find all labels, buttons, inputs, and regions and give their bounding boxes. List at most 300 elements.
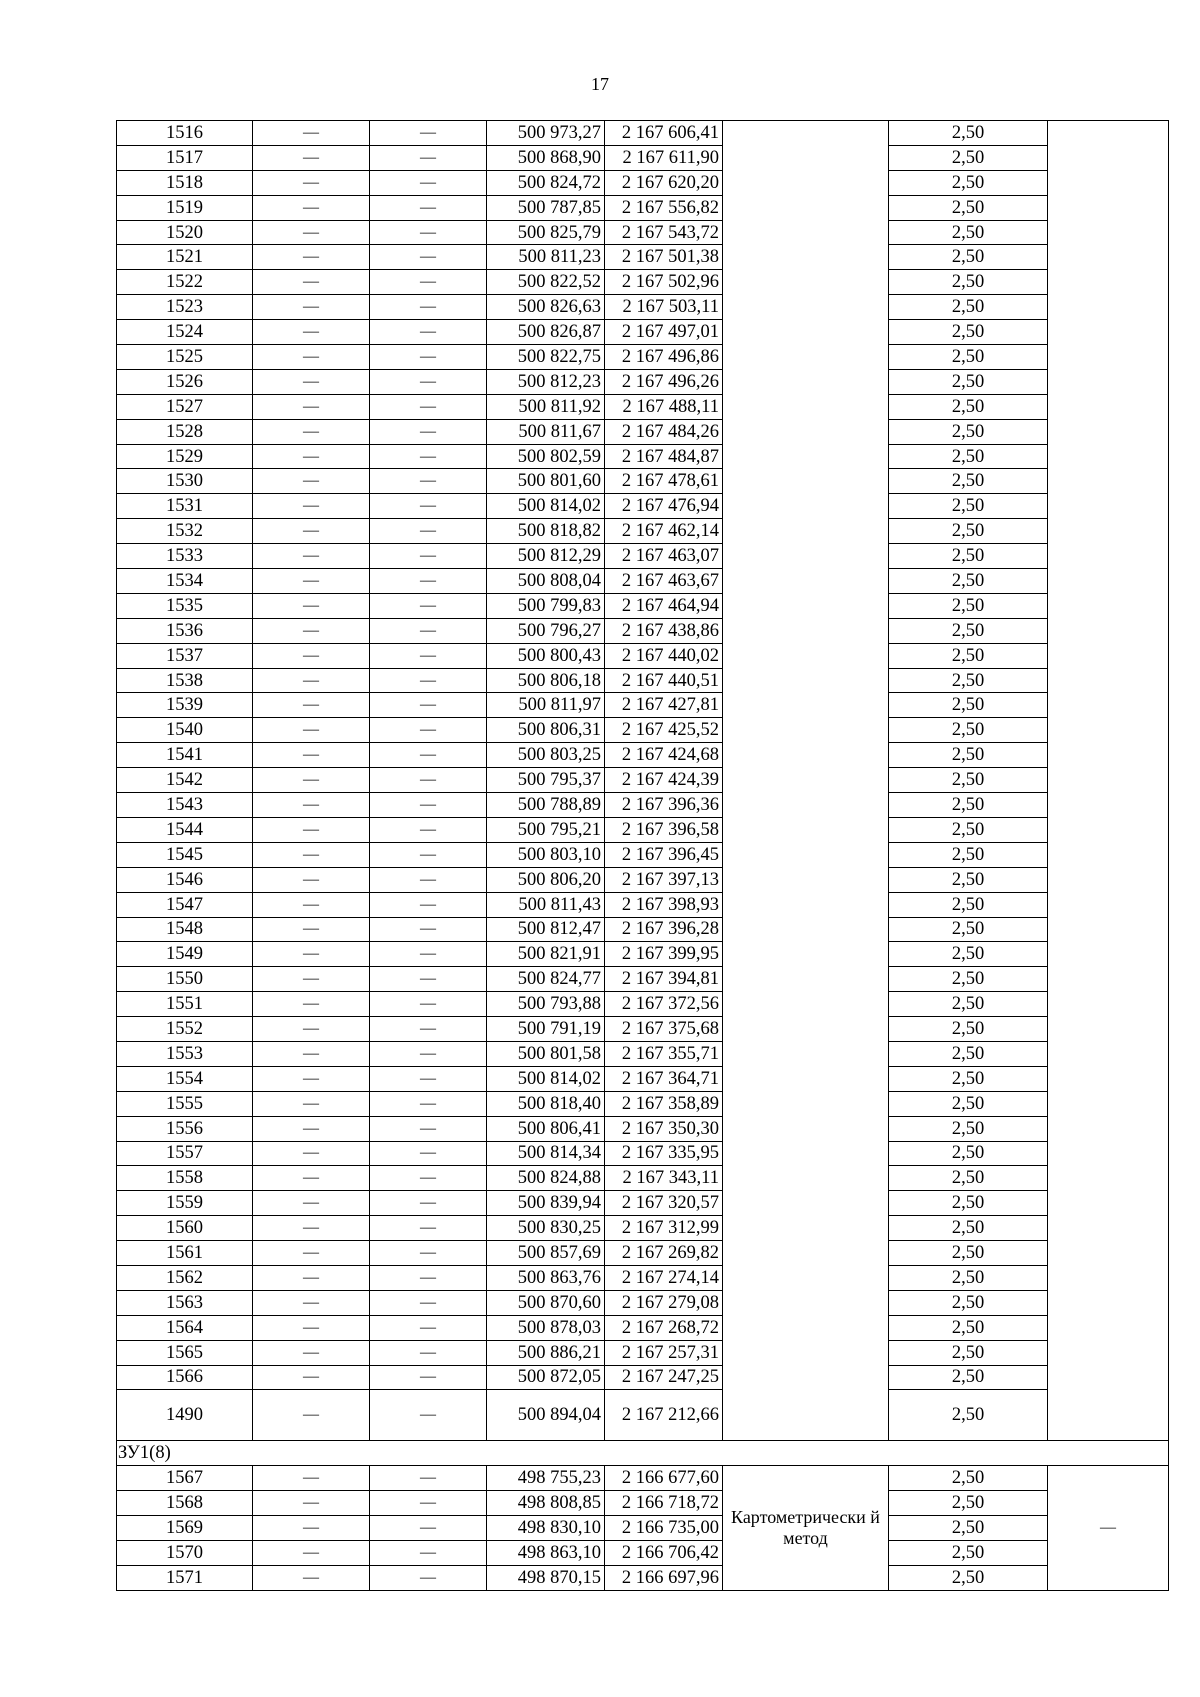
point-number-cell: 1544 — [117, 817, 253, 842]
point-number-cell: 1552 — [117, 1017, 253, 1042]
old-y-cell: — — [370, 170, 487, 195]
new-y-cell: 2 167 440,02 — [605, 643, 723, 668]
table-row — [117, 1017, 1169, 1042]
new-y-cell: 2 167 497,01 — [605, 320, 723, 345]
old-y-cell: — — [370, 1191, 487, 1216]
old-x-cell: — — [253, 1541, 370, 1566]
new-x-cell: 500 803,10 — [487, 842, 605, 867]
new-y-cell: 2 167 398,93 — [605, 892, 723, 917]
accuracy-cell: 2,50 — [889, 768, 1048, 793]
old-y-cell: — — [370, 892, 487, 917]
new-x-cell: 500 791,19 — [487, 1017, 605, 1042]
accuracy-cell: 2,50 — [889, 1166, 1048, 1191]
table-row — [117, 1466, 1169, 1491]
table-row — [117, 320, 1169, 345]
coordinates-table — [116, 120, 1169, 1591]
old-y-cell: — — [370, 1516, 487, 1541]
new-y-cell: 2 167 355,71 — [605, 1041, 723, 1066]
new-y-cell: 2 167 462,14 — [605, 519, 723, 544]
new-y-cell: 2 167 268,72 — [605, 1315, 723, 1340]
new-y-cell: 2 167 247,25 — [605, 1365, 723, 1390]
table-row — [117, 1290, 1169, 1315]
old-x-cell: — — [253, 1166, 370, 1191]
new-x-cell: 500 826,63 — [487, 295, 605, 320]
new-y-cell: 2 167 269,82 — [605, 1241, 723, 1266]
point-number-cell: 1554 — [117, 1066, 253, 1091]
new-y-cell: 2 167 364,71 — [605, 1066, 723, 1091]
accuracy-cell: 2,50 — [889, 1516, 1048, 1541]
old-x-cell: — — [253, 419, 370, 444]
accuracy-cell: 2,50 — [889, 917, 1048, 942]
accuracy-cell: 2,50 — [889, 1290, 1048, 1315]
new-y-cell: 2 167 375,68 — [605, 1017, 723, 1042]
old-y-cell: — — [370, 220, 487, 245]
new-x-cell: 500 806,41 — [487, 1116, 605, 1141]
accuracy-cell: 2,50 — [889, 1365, 1048, 1390]
new-x-cell: 500 802,59 — [487, 444, 605, 469]
old-y-cell: — — [370, 270, 487, 295]
new-y-cell: 2 167 556,82 — [605, 195, 723, 220]
table-row — [117, 743, 1169, 768]
new-x-cell: 500 824,88 — [487, 1166, 605, 1191]
new-x-cell: 500 830,25 — [487, 1216, 605, 1241]
point-number-cell: 1549 — [117, 942, 253, 967]
old-x-cell: — — [253, 892, 370, 917]
new-x-cell: 500 787,85 — [487, 195, 605, 220]
old-y-cell: — — [370, 295, 487, 320]
new-y-cell: 2 167 394,81 — [605, 967, 723, 992]
accuracy-cell: 2,50 — [889, 345, 1048, 370]
new-x-cell: 500 814,02 — [487, 1066, 605, 1091]
new-y-cell: 2 166 718,72 — [605, 1491, 723, 1516]
method-cell — [723, 121, 889, 1441]
point-number-cell: 1537 — [117, 643, 253, 668]
accuracy-cell: 2,50 — [889, 1017, 1048, 1042]
table-body-block-a — [117, 121, 1169, 1441]
table-row — [117, 245, 1169, 270]
new-y-cell: 2 167 350,30 — [605, 1116, 723, 1141]
table-row — [117, 967, 1169, 992]
old-x-cell: — — [253, 1041, 370, 1066]
new-x-cell: 500 818,40 — [487, 1091, 605, 1116]
new-y-cell: 2 167 397,13 — [605, 867, 723, 892]
new-x-cell: 500 795,37 — [487, 768, 605, 793]
table-row — [117, 1241, 1169, 1266]
old-x-cell: — — [253, 494, 370, 519]
old-y-cell: — — [370, 569, 487, 594]
table-row — [117, 942, 1169, 967]
accuracy-cell: 2,50 — [889, 1265, 1048, 1290]
new-x-cell: 500 894,04 — [487, 1390, 605, 1441]
point-number-cell: 1520 — [117, 220, 253, 245]
accuracy-cell: 2,50 — [889, 145, 1048, 170]
old-y-cell: — — [370, 793, 487, 818]
table-row — [117, 1166, 1169, 1191]
point-number-cell: 1556 — [117, 1116, 253, 1141]
table-row — [117, 643, 1169, 668]
point-number-cell: 1532 — [117, 519, 253, 544]
table-row — [117, 1265, 1169, 1290]
accuracy-cell: 2,50 — [889, 469, 1048, 494]
new-x-cell: 500 857,69 — [487, 1241, 605, 1266]
old-x-cell: — — [253, 1290, 370, 1315]
old-y-cell: — — [370, 1091, 487, 1116]
old-y-cell: — — [370, 469, 487, 494]
old-y-cell: — — [370, 245, 487, 270]
accuracy-cell: 2,50 — [889, 892, 1048, 917]
old-x-cell: — — [253, 195, 370, 220]
accuracy-cell: 2,50 — [889, 1241, 1048, 1266]
table-row — [117, 1365, 1169, 1390]
new-x-cell: 500 811,23 — [487, 245, 605, 270]
old-x-cell: — — [253, 1340, 370, 1365]
new-x-cell: 500 799,83 — [487, 593, 605, 618]
point-number-cell: 1523 — [117, 295, 253, 320]
new-y-cell: 2 167 496,86 — [605, 345, 723, 370]
accuracy-cell: 2,50 — [889, 419, 1048, 444]
old-y-cell: — — [370, 1491, 487, 1516]
new-x-cell: 498 755,23 — [487, 1466, 605, 1491]
accuracy-cell: 2,50 — [889, 320, 1048, 345]
old-x-cell: — — [253, 1315, 370, 1340]
old-x-cell: — — [253, 718, 370, 743]
point-number-cell: 1570 — [117, 1541, 253, 1566]
accuracy-cell: 2,50 — [889, 867, 1048, 892]
new-x-cell: 500 803,25 — [487, 743, 605, 768]
table-row — [117, 618, 1169, 643]
point-number-cell: 1528 — [117, 419, 253, 444]
new-y-cell: 2 166 697,96 — [605, 1565, 723, 1590]
old-x-cell: — — [253, 170, 370, 195]
accuracy-cell: 2,50 — [889, 195, 1048, 220]
table-row — [117, 1066, 1169, 1091]
table-row — [117, 544, 1169, 569]
table-row — [117, 494, 1169, 519]
table-row — [117, 1191, 1169, 1216]
accuracy-cell: 2,50 — [889, 1340, 1048, 1365]
accuracy-cell: 2,50 — [889, 1041, 1048, 1066]
point-number-cell: 1566 — [117, 1365, 253, 1390]
new-x-cell: 500 793,88 — [487, 992, 605, 1017]
old-x-cell: — — [253, 1116, 370, 1141]
old-x-cell: — — [253, 1241, 370, 1266]
point-number-cell: 1490 — [117, 1390, 253, 1441]
accuracy-cell: 2,50 — [889, 519, 1048, 544]
old-y-cell: — — [370, 320, 487, 345]
old-y-cell: — — [370, 121, 487, 146]
new-y-cell: 2 167 606,41 — [605, 121, 723, 146]
old-x-cell: — — [253, 867, 370, 892]
old-x-cell: — — [253, 270, 370, 295]
new-x-cell: 500 812,23 — [487, 369, 605, 394]
point-number-cell: 1529 — [117, 444, 253, 469]
point-number-cell: 1560 — [117, 1216, 253, 1241]
new-x-cell: 500 788,89 — [487, 793, 605, 818]
point-number-cell: 1516 — [117, 121, 253, 146]
old-x-cell: — — [253, 817, 370, 842]
point-number-cell: 1538 — [117, 668, 253, 693]
accuracy-cell: 2,50 — [889, 1565, 1048, 1590]
new-x-cell: 500 872,05 — [487, 1365, 605, 1390]
old-x-cell: — — [253, 121, 370, 146]
new-y-cell: 2 167 396,45 — [605, 842, 723, 867]
point-number-cell: 1542 — [117, 768, 253, 793]
accuracy-cell: 2,50 — [889, 743, 1048, 768]
old-x-cell: — — [253, 295, 370, 320]
new-y-cell: 2 167 484,26 — [605, 419, 723, 444]
new-x-cell: 500 811,67 — [487, 419, 605, 444]
accuracy-cell: 2,50 — [889, 693, 1048, 718]
old-y-cell: — — [370, 1265, 487, 1290]
accuracy-cell: 2,50 — [889, 1315, 1048, 1340]
table-row — [117, 1565, 1169, 1590]
point-number-cell: 1524 — [117, 320, 253, 345]
page-number: 17 — [591, 74, 609, 94]
point-number-cell: 1522 — [117, 270, 253, 295]
old-y-cell: — — [370, 1116, 487, 1141]
old-y-cell: — — [370, 1041, 487, 1066]
accuracy-cell: 2,50 — [889, 170, 1048, 195]
point-number-cell: 1543 — [117, 793, 253, 818]
table-row — [117, 270, 1169, 295]
table-row — [117, 917, 1169, 942]
new-x-cell: 500 818,82 — [487, 519, 605, 544]
new-y-cell: 2 167 372,56 — [605, 992, 723, 1017]
old-x-cell: — — [253, 394, 370, 419]
new-x-cell: 500 808,04 — [487, 569, 605, 594]
new-y-cell: 2 167 343,11 — [605, 1166, 723, 1191]
new-x-cell: 500 814,02 — [487, 494, 605, 519]
old-x-cell: — — [253, 693, 370, 718]
point-number-cell: 1521 — [117, 245, 253, 270]
new-x-cell: 500 868,90 — [487, 145, 605, 170]
old-y-cell: — — [370, 1166, 487, 1191]
new-x-cell: 500 870,60 — [487, 1290, 605, 1315]
new-x-cell: 500 811,43 — [487, 892, 605, 917]
new-y-cell: 2 167 476,94 — [605, 494, 723, 519]
old-y-cell: — — [370, 992, 487, 1017]
table-row — [117, 394, 1169, 419]
accuracy-cell: 2,50 — [889, 295, 1048, 320]
method-cell: Картометрически й метод — [723, 1466, 889, 1590]
old-x-cell: — — [253, 1265, 370, 1290]
table-row — [117, 793, 1169, 818]
table-body-block-b — [117, 1441, 1169, 1590]
table-row — [117, 1091, 1169, 1116]
old-x-cell: — — [253, 1191, 370, 1216]
table-row — [117, 1116, 1169, 1141]
new-y-cell: 2 167 358,89 — [605, 1091, 723, 1116]
new-y-cell: 2 167 620,20 — [605, 170, 723, 195]
old-x-cell: — — [253, 793, 370, 818]
old-y-cell: — — [370, 593, 487, 618]
new-y-cell: 2 167 424,39 — [605, 768, 723, 793]
old-y-cell: — — [370, 1066, 487, 1091]
old-x-cell: — — [253, 643, 370, 668]
new-x-cell: 500 822,75 — [487, 345, 605, 370]
new-x-cell: 500 801,58 — [487, 1041, 605, 1066]
old-y-cell: — — [370, 1216, 487, 1241]
point-number-cell: 1561 — [117, 1241, 253, 1266]
old-y-cell: — — [370, 718, 487, 743]
accuracy-cell: 2,50 — [889, 444, 1048, 469]
table-row — [117, 145, 1169, 170]
point-number-cell: 1553 — [117, 1041, 253, 1066]
table-row — [117, 817, 1169, 842]
point-number-cell: 1534 — [117, 569, 253, 594]
new-x-cell: 500 863,76 — [487, 1265, 605, 1290]
table-row — [117, 1216, 1169, 1241]
new-x-cell: 500 824,72 — [487, 170, 605, 195]
table-row — [117, 195, 1169, 220]
accuracy-cell: 2,50 — [889, 494, 1048, 519]
point-number-cell: 1559 — [117, 1191, 253, 1216]
new-y-cell: 2 167 279,08 — [605, 1290, 723, 1315]
accuracy-cell: 2,50 — [889, 817, 1048, 842]
old-y-cell: — — [370, 394, 487, 419]
old-x-cell: — — [253, 569, 370, 594]
accuracy-cell: 2,50 — [889, 793, 1048, 818]
old-x-cell: — — [253, 1365, 370, 1390]
accuracy-cell: 2,50 — [889, 1541, 1048, 1566]
old-y-cell: — — [370, 967, 487, 992]
table-row — [117, 295, 1169, 320]
table-row — [117, 469, 1169, 494]
table-row — [117, 569, 1169, 594]
old-y-cell: — — [370, 1541, 487, 1566]
point-number-cell: 1541 — [117, 743, 253, 768]
table-row — [117, 693, 1169, 718]
note-cell — [1048, 121, 1169, 1441]
table-row — [117, 220, 1169, 245]
old-x-cell: — — [253, 369, 370, 394]
point-number-cell: 1550 — [117, 967, 253, 992]
point-number-cell: 1533 — [117, 544, 253, 569]
new-x-cell: 500 826,87 — [487, 320, 605, 345]
table-row — [117, 345, 1169, 370]
old-y-cell: — — [370, 544, 487, 569]
table-row — [117, 1315, 1169, 1340]
new-x-cell: 498 808,85 — [487, 1491, 605, 1516]
accuracy-cell: 2,50 — [889, 1191, 1048, 1216]
new-x-cell: 500 806,18 — [487, 668, 605, 693]
new-x-cell: 498 863,10 — [487, 1541, 605, 1566]
old-x-cell: — — [253, 1466, 370, 1491]
old-x-cell: — — [253, 1491, 370, 1516]
old-x-cell: — — [253, 743, 370, 768]
table-row — [117, 593, 1169, 618]
new-x-cell: 500 839,94 — [487, 1191, 605, 1216]
new-y-cell: 2 167 501,38 — [605, 245, 723, 270]
old-y-cell: — — [370, 1365, 487, 1390]
new-x-cell: 500 811,92 — [487, 394, 605, 419]
new-y-cell: 2 166 677,60 — [605, 1466, 723, 1491]
point-number-cell: 1547 — [117, 892, 253, 917]
accuracy-cell: 2,50 — [889, 1466, 1048, 1491]
old-y-cell: — — [370, 867, 487, 892]
old-y-cell: — — [370, 842, 487, 867]
old-y-cell: — — [370, 1390, 487, 1441]
new-y-cell: 2 167 611,90 — [605, 145, 723, 170]
new-y-cell: 2 167 543,72 — [605, 220, 723, 245]
new-y-cell: 2 167 425,52 — [605, 718, 723, 743]
table-row — [117, 668, 1169, 693]
point-number-cell: 1571 — [117, 1565, 253, 1590]
old-y-cell: — — [370, 1565, 487, 1590]
old-x-cell: — — [253, 320, 370, 345]
old-x-cell: — — [253, 444, 370, 469]
old-x-cell: — — [253, 967, 370, 992]
new-y-cell: 2 167 396,58 — [605, 817, 723, 842]
new-y-cell: 2 167 320,57 — [605, 1191, 723, 1216]
table-row — [117, 1340, 1169, 1365]
old-y-cell: — — [370, 1340, 487, 1365]
new-y-cell: 2 167 396,28 — [605, 917, 723, 942]
old-x-cell: — — [253, 1390, 370, 1441]
point-number-cell: 1551 — [117, 992, 253, 1017]
new-y-cell: 2 167 463,67 — [605, 569, 723, 594]
old-x-cell: — — [253, 1565, 370, 1590]
point-number-cell: 1535 — [117, 593, 253, 618]
page-bottom-margin — [0, 1590, 1200, 1690]
accuracy-cell: 2,50 — [889, 942, 1048, 967]
old-y-cell: — — [370, 743, 487, 768]
new-y-cell: 2 167 502,96 — [605, 270, 723, 295]
new-x-cell: 500 825,79 — [487, 220, 605, 245]
new-y-cell: 2 167 274,14 — [605, 1265, 723, 1290]
old-y-cell: — — [370, 1017, 487, 1042]
accuracy-cell: 2,50 — [889, 718, 1048, 743]
new-y-cell: 2 167 488,11 — [605, 394, 723, 419]
new-x-cell: 500 795,21 — [487, 817, 605, 842]
point-number-cell: 1546 — [117, 867, 253, 892]
new-x-cell: 500 824,77 — [487, 967, 605, 992]
new-x-cell: 500 811,97 — [487, 693, 605, 718]
new-y-cell: 2 167 312,99 — [605, 1216, 723, 1241]
new-y-cell: 2 167 396,36 — [605, 793, 723, 818]
new-y-cell: 2 166 735,00 — [605, 1516, 723, 1541]
old-y-cell: — — [370, 444, 487, 469]
new-x-cell: 500 801,60 — [487, 469, 605, 494]
old-x-cell: — — [253, 345, 370, 370]
new-y-cell: 2 167 463,07 — [605, 544, 723, 569]
table-row — [117, 419, 1169, 444]
table-row — [117, 992, 1169, 1017]
table-row — [117, 121, 1169, 146]
new-x-cell: 500 796,27 — [487, 618, 605, 643]
point-number-cell: 1519 — [117, 195, 253, 220]
table-row — [117, 867, 1169, 892]
point-number-cell: 1569 — [117, 1516, 253, 1541]
point-number-cell: 1540 — [117, 718, 253, 743]
table-row — [117, 1491, 1169, 1516]
accuracy-cell: 2,50 — [889, 1216, 1048, 1241]
point-number-cell: 1539 — [117, 693, 253, 718]
old-y-cell: — — [370, 145, 487, 170]
old-x-cell: — — [253, 220, 370, 245]
table-row — [117, 1390, 1169, 1441]
new-x-cell: 500 821,91 — [487, 942, 605, 967]
point-number-cell: 1530 — [117, 469, 253, 494]
point-number-cell: 1567 — [117, 1466, 253, 1491]
accuracy-cell: 2,50 — [889, 270, 1048, 295]
new-y-cell: 2 167 438,86 — [605, 618, 723, 643]
point-number-cell: 1555 — [117, 1091, 253, 1116]
old-y-cell: — — [370, 195, 487, 220]
old-x-cell: — — [253, 1017, 370, 1042]
new-x-cell: 500 886,21 — [487, 1340, 605, 1365]
section-label: ЗУ1(8) — [117, 1441, 1169, 1466]
